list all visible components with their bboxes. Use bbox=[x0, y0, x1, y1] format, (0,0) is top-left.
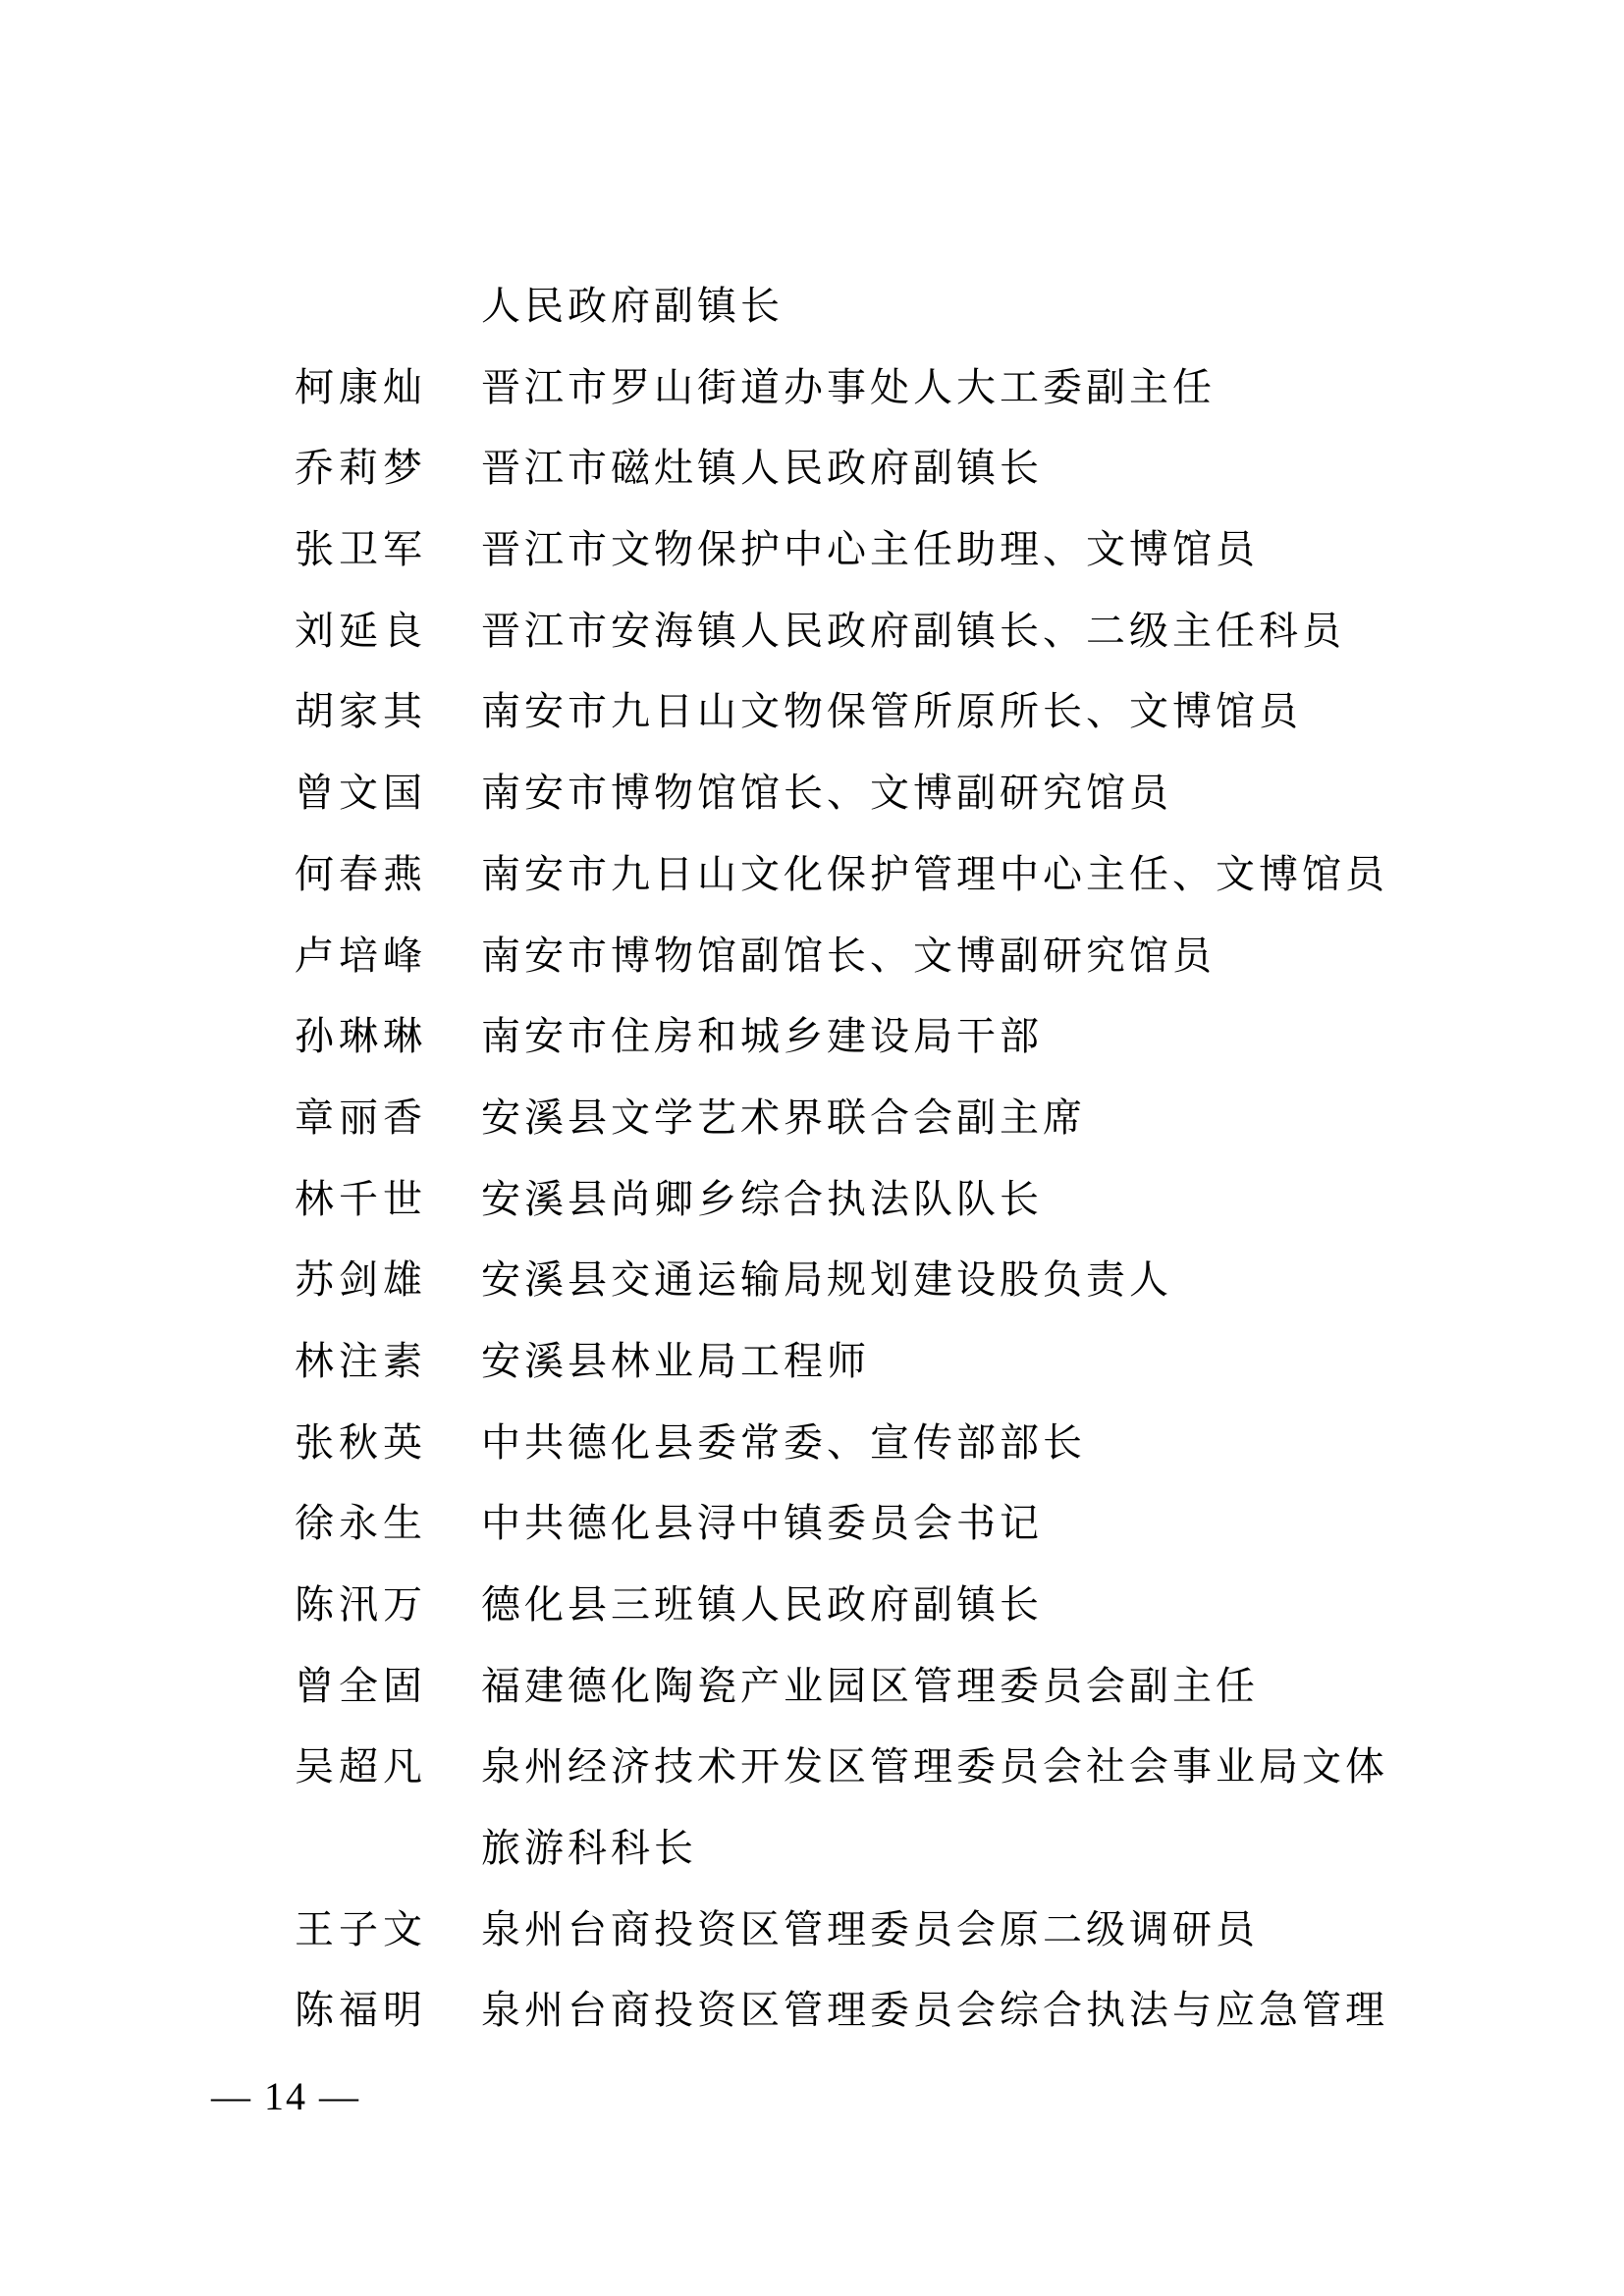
person-name: 吴超凡 bbox=[295, 1744, 427, 1789]
person-name: 刘延良 bbox=[295, 608, 427, 653]
list-item bbox=[295, 1665, 1453, 1746]
person-name: 张秋英 bbox=[295, 1419, 427, 1465]
person-name: 张卫军 bbox=[295, 527, 427, 572]
person-name: 林注素 bbox=[295, 1338, 427, 1383]
list-item bbox=[295, 934, 1453, 1016]
person-name: 陈福明 bbox=[295, 1988, 427, 2033]
list-item bbox=[295, 1583, 1453, 1665]
person-name: 陈汛万 bbox=[295, 1582, 427, 1627]
person-title: 泉州经济技术开发区管理委员会社会事业局文体 bbox=[481, 1744, 1388, 1789]
list-item bbox=[295, 1178, 1453, 1259]
person-name: 胡家其 bbox=[295, 689, 427, 734]
list-item bbox=[295, 1989, 1453, 2070]
person-name: 曾全固 bbox=[295, 1663, 427, 1708]
person-title: 晋江市磁灶镇人民政府副镇长 bbox=[481, 446, 1043, 491]
person-name: 柯康灿 bbox=[295, 364, 427, 409]
person-title: 中共德化县浔中镇委员会书记 bbox=[481, 1501, 1043, 1546]
person-name: 曾文国 bbox=[295, 771, 427, 816]
list-item bbox=[295, 690, 1453, 772]
person-title: 安溪县尚卿乡综合执法队队长 bbox=[481, 1176, 1043, 1221]
list-item bbox=[295, 366, 1453, 448]
person-title: 晋江市安海镇人民政府副镇长、二级主任科员 bbox=[481, 608, 1345, 653]
page-number: — 14 — bbox=[211, 2074, 360, 2118]
person-title: 南安市住房和城乡建设局干部 bbox=[481, 1014, 1043, 1059]
list-item bbox=[295, 1827, 1453, 1908]
list-item bbox=[295, 528, 1453, 610]
list-item bbox=[295, 1015, 1453, 1096]
person-title: 德化县三班镇人民政府副镇长 bbox=[481, 1582, 1043, 1627]
list-item bbox=[295, 1908, 1453, 1990]
person-title: 晋江市文物保护中心主任助理、文博馆员 bbox=[481, 527, 1259, 572]
person-title: 泉州台商投资区管理委员会综合执法与应急管理 bbox=[481, 1988, 1388, 2033]
person-title: 南安市九日山文化保护管理中心主任、文博馆员 bbox=[481, 851, 1388, 896]
person-title: 泉州台商投资区管理委员会原二级调研员 bbox=[481, 1906, 1259, 1951]
person-title: 人民政府副镇长 bbox=[481, 284, 784, 328]
list-item bbox=[295, 772, 1453, 853]
person-name: 孙琳琳 bbox=[295, 1014, 427, 1059]
list-item bbox=[295, 1502, 1453, 1583]
appointment-list bbox=[295, 285, 1453, 2070]
list-item bbox=[295, 1096, 1453, 1178]
person-title: 安溪县文学艺术界联合会副主席 bbox=[481, 1095, 1086, 1140]
person-title: 南安市九日山文物保管所原所长、文博馆员 bbox=[481, 689, 1302, 734]
person-title: 安溪县交通运输局规划建设股负责人 bbox=[481, 1257, 1172, 1303]
person-name: 章丽香 bbox=[295, 1095, 427, 1140]
person-title: 中共德化县委常委、宣传部部长 bbox=[481, 1419, 1086, 1465]
person-title: 旅游科科长 bbox=[481, 1826, 697, 1871]
person-name: 乔莉梦 bbox=[295, 446, 427, 491]
person-title: 晋江市罗山街道办事处人大工委副主任 bbox=[481, 364, 1216, 409]
person-title: 福建德化陶瓷产业园区管理委员会副主任 bbox=[481, 1663, 1259, 1708]
person-name: 林千世 bbox=[295, 1176, 427, 1221]
person-name: 徐永生 bbox=[295, 1501, 427, 1546]
list-item bbox=[295, 1745, 1453, 1827]
person-title: 南安市博物馆副馆长、文博副研究馆员 bbox=[481, 933, 1216, 978]
list-item bbox=[295, 447, 1453, 528]
person-title: 安溪县林业局工程师 bbox=[481, 1338, 870, 1383]
list-item bbox=[295, 285, 1453, 366]
list-item bbox=[295, 1421, 1453, 1503]
person-name: 卢培峰 bbox=[295, 933, 427, 978]
person-name: 苏剑雄 bbox=[295, 1257, 427, 1303]
person-name: 何春燕 bbox=[295, 851, 427, 896]
list-item bbox=[295, 1340, 1453, 1421]
person-name: 王子文 bbox=[295, 1906, 427, 1951]
person-title: 南安市博物馆馆长、文博副研究馆员 bbox=[481, 771, 1172, 816]
list-item bbox=[295, 610, 1453, 691]
list-item bbox=[295, 853, 1453, 934]
list-item bbox=[295, 1258, 1453, 1340]
